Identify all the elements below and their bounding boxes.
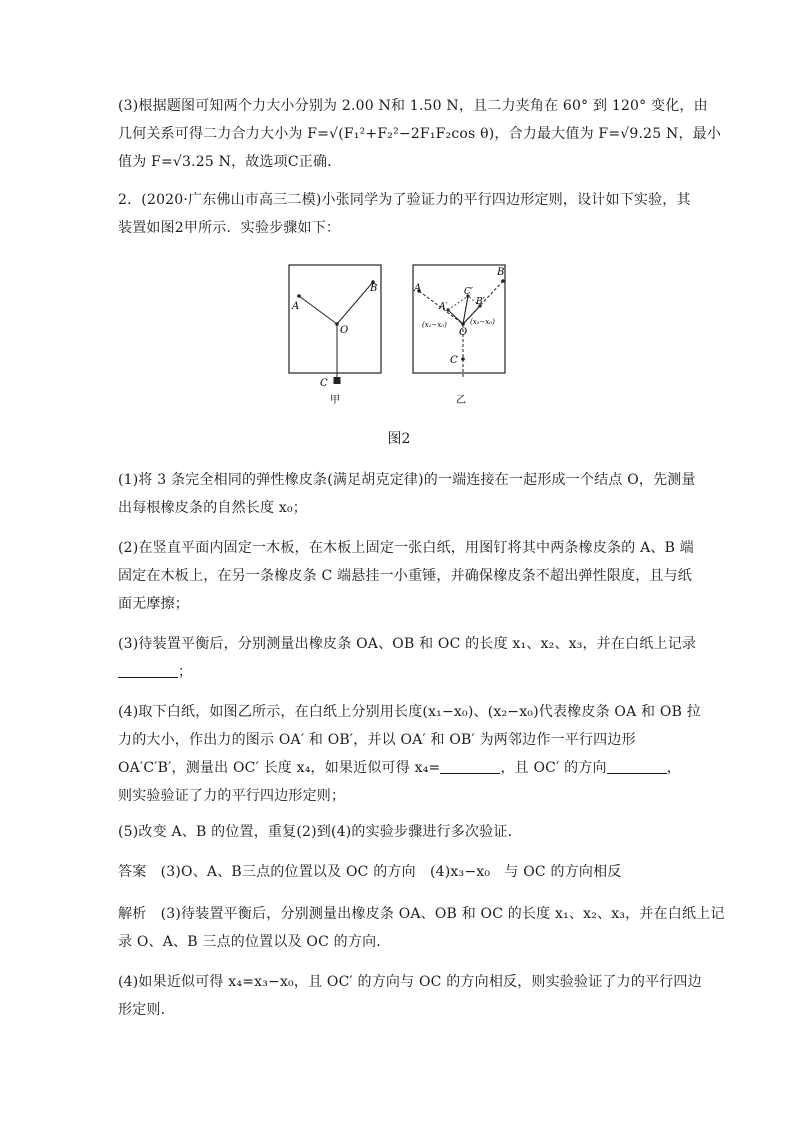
text-line xyxy=(118,754,680,782)
label-b-prime: B′ xyxy=(476,297,485,307)
answer-text: (3)O、A、B三点的位置以及 OC 的方向 (4)x₃−x₀ 与 OC 的方向相反 xyxy=(160,864,622,880)
step-3 xyxy=(118,630,697,686)
figure-caption: 图2 xyxy=(387,431,411,447)
band-ob-left xyxy=(337,282,373,324)
text-line: 形定则． xyxy=(118,1002,175,1018)
answer-blank xyxy=(440,757,500,774)
text-fragment: (3)待装置平衡后，分别测量出橡皮条 OA、OB 和 OC 的长度 x₁、x₂、x₃，并在白纸上记 xyxy=(160,906,725,922)
text-line: (3)待装置平衡后，分别测量出橡皮条 OA、OB 和 OC 的长度 x₁、x₂、x₃，并在白纸上记录 xyxy=(118,636,697,652)
label-c-left: C xyxy=(320,378,328,389)
text-line: 值为 F=√3.25 N，故选项C正确． xyxy=(118,154,342,170)
label-b-right: B xyxy=(497,267,505,278)
text-line xyxy=(118,658,680,686)
label-len2: (x₂−x₀) xyxy=(470,318,495,326)
text-line: (3)根据题图可知两个力大小分别为 2.00 N和 1.50 N，且二力夹角在 60° 到 120° 变化，由 xyxy=(118,98,708,114)
text-line: 力的大小，作出力的图示 OA′ 和 OB′，并以 OA′ 和 OB′ 为两邻边作一平行四边形 xyxy=(118,732,636,748)
text-line: 几何关系可得二力合力大小为 F=√(F₁²+F₂²−2F₁F₂cos θ)，合力最大值为 F=√9.25 N，最小 xyxy=(118,126,722,142)
text-line: (5)改变 A、B 的位置，重复(2)到(4)的实验步骤进行多次验证． xyxy=(118,824,522,840)
text-fragment: OA′C′B′，测量出 OC′ 长度 x₄，如果近似可得 x₄= xyxy=(118,760,441,776)
label-b-left: B xyxy=(370,283,378,294)
text-line: (1)将 3 条完全相同的弹性橡皮条(满足胡克定律)的一端连接在一起形成一个结点 O，先测量 xyxy=(118,472,696,488)
label-len1: (x₁−x₀) xyxy=(422,321,447,329)
experiment-diagram xyxy=(287,262,515,412)
text-line: (4)取下白纸，如图乙所示，在白纸上分别用长度(x₁−x₀)、(x₂−x₀)代表橡皮条 OA 和 OB 拉 xyxy=(118,704,701,720)
step-1 xyxy=(118,466,696,522)
text-line: 出每根橡皮条的自然长度 x₀； xyxy=(118,500,307,516)
analysis-part4 xyxy=(118,968,702,1024)
text-line: (4)如果近似可得 x₄=x₃−x₀，且 OC′ 的方向与 OC 的方向相反，则实验验证了力的平行四边 xyxy=(118,974,702,990)
answer-label: 答案 xyxy=(118,864,147,880)
step-5 xyxy=(118,818,680,846)
text-line: 固定在木板上，在另一条橡皮条 C 端悬挂一小重锤，并确保橡皮条不超出弹性限度，且与纸 xyxy=(118,568,693,584)
label-a-right: A xyxy=(414,283,422,294)
text-line: (2)在竖直平面内固定一木板，在木板上固定一张白纸，用图钉将其中两条橡皮条的 A、B 端 xyxy=(118,540,694,556)
step-4 xyxy=(118,698,701,810)
solution-part3 xyxy=(118,92,722,176)
text-line: 则实验验证了力的平行四边形定则； xyxy=(118,788,346,804)
label-o-right: O xyxy=(459,327,468,338)
step-2 xyxy=(118,534,694,618)
board-left xyxy=(289,265,381,373)
weight-icon xyxy=(334,377,341,384)
text-line: 面无摩擦； xyxy=(118,596,189,612)
text-fragment: ， xyxy=(666,760,681,776)
text-line: 2．(2020·广东佛山市高三二模)小张同学为了验证力的平行四边形定则，设计如下实验，其 xyxy=(118,192,691,208)
label-o-left: O xyxy=(340,325,349,336)
arrow-oa-prime xyxy=(448,310,463,324)
analysis-block xyxy=(118,900,725,956)
label-a-prime: A′ xyxy=(439,302,448,312)
analysis-label: 解析 xyxy=(118,906,147,922)
question-2-stem xyxy=(118,186,691,242)
text-fragment: ，且 OC′ 的方向 xyxy=(500,760,607,776)
caption-jia: 甲 xyxy=(330,395,340,406)
parallelogram-side-1 xyxy=(448,296,468,310)
answer-blank xyxy=(118,661,178,678)
text-line: 录 O、A、B 三点的位置以及 OC 的方向． xyxy=(118,934,391,950)
label-c-right: C xyxy=(450,355,458,366)
answer-block xyxy=(118,858,680,886)
text-fragment: ； xyxy=(178,664,193,680)
caption-yi: 乙 xyxy=(456,395,466,406)
band-oa-left xyxy=(299,296,337,324)
figure-2 xyxy=(287,262,515,412)
answer-blank xyxy=(607,757,667,774)
label-c-prime: C′ xyxy=(464,287,473,297)
label-a-left: A xyxy=(292,301,300,312)
text-line: 装置如图2甲所示．实验步骤如下： xyxy=(118,220,341,236)
